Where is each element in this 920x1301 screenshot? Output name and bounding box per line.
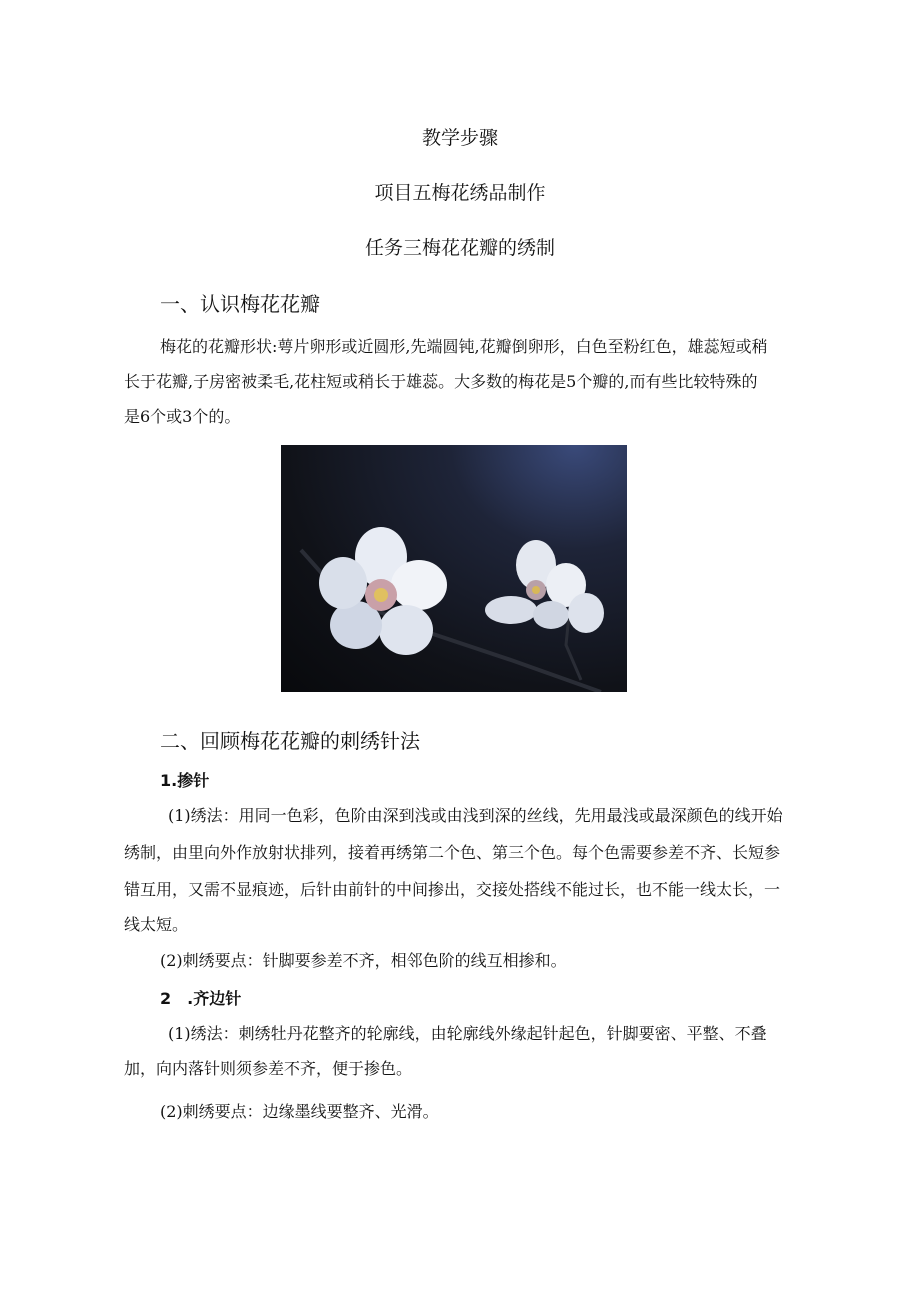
section-1-line-3: 是6个或3个的。 bbox=[124, 407, 241, 426]
section-1-line-1: 梅花的花瓣形状:萼片卵形或近圆形,先端圆钝,花瓣倒卵形，白色至粉红色，雄蕊短或稍 bbox=[160, 337, 768, 356]
task-title: 任务三梅花花瓣的绣制 bbox=[364, 237, 555, 259]
item-2-para-1-line-2: 加，向内落针则须参差不齐，便于掺色。 bbox=[124, 1059, 413, 1078]
item-1-title: 1.掺针 bbox=[160, 771, 210, 790]
item-1-para-2: (2)刺绣要点：针脚要参差不齐，相邻色阶的线互相掺和。 bbox=[160, 951, 567, 970]
item-2-para-1-line-1: (1)绣法：刺绣牡丹花整齐的轮廓线，由轮廓线外缘起针起色，针脚要密、平整、不叠 bbox=[168, 1024, 767, 1043]
item-2-para-2: (2)刺绣要点：边缘墨线要整齐、光滑。 bbox=[160, 1102, 439, 1121]
doc-title: 教学步骤 bbox=[421, 127, 498, 149]
item-1-para-1-line-1: (1)绣法：用同一色彩，色阶由深到浅或由浅到深的丝线，先用最浅或最深颜色的线开始 bbox=[168, 806, 783, 825]
item-1-para-1-line-3: 错互用，又需不显痕迹，后针由前针的中间掺出，交接处搭线不能过长，也不能一线太长，一 bbox=[124, 880, 781, 899]
item-1-para-1-line-2: 绣制，由里向外作放射状排列，接着再绣第二个色、第三个色。每个色需要参差不齐、长短参 bbox=[124, 843, 781, 862]
item-2-title: 2 .齐边针 bbox=[160, 989, 242, 1008]
section-1-line-2: 长于花瓣,子房密被柔毛,花柱短或稍长于雄蕊。大多数的梅花是5个瓣的,而有些比较特殊的 bbox=[124, 372, 758, 391]
project-title: 项目五梅花绣品制作 bbox=[374, 182, 546, 204]
section-2-heading: 二、回顾梅花花瓣的刺绣针法 bbox=[160, 729, 420, 753]
item-1-para-1-line-4: 线太短。 bbox=[124, 915, 189, 934]
section-1-heading: 一、认识梅花花瓣 bbox=[160, 292, 320, 316]
plum-blossom-photo bbox=[281, 445, 627, 692]
